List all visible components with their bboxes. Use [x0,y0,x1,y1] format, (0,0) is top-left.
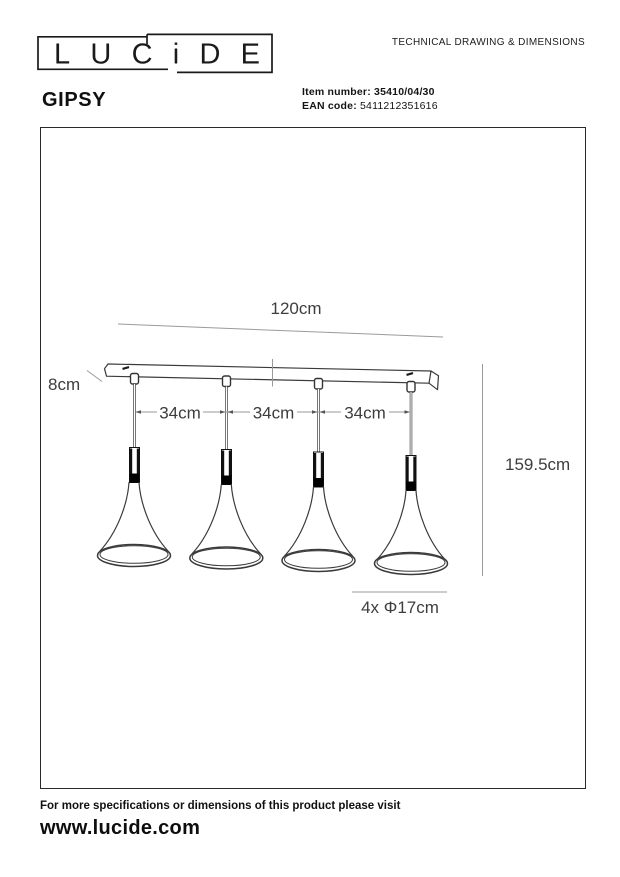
bar-depth-dimension-label: 8cm [48,375,81,394]
cone-shade-1 [98,483,171,567]
lamp-sockets [130,448,417,491]
lucide-logo [0,0,300,90]
ceiling-bar [105,359,439,390]
cone-shade-2 [190,485,263,570]
drop-height-dimension-label: 159.5cm [505,455,571,474]
ean-label: EAN code: [302,99,357,112]
spacing-dimension-label-2: 34cm [252,403,295,423]
logo-wordmark: LUCiDE [54,38,260,71]
item-number-value: 35410/04/30 [374,86,435,98]
bar-screw-left [123,367,130,369]
width-dimension-label: 120cm [270,299,322,318]
item-number-label: Item number: [302,86,371,98]
website-text: www.lucide.com [40,817,201,839]
spacing-dimension-label-3: 34cm [344,403,386,423]
diameter-dimension-label: 4x Φ17cm [361,598,439,617]
item-number-row [302,86,438,100]
ean-row [302,100,438,114]
document-title: TECHNICAL DRAWING & DIMENSIONS [391,37,585,48]
product-identifiers [302,86,438,113]
spacing-dimension-label-1: 34cm [159,403,201,423]
pendant-lamp-technical-drawing [40,127,584,787]
footer-note: For more specifications or dimensions of this product please visit [40,800,401,812]
cone-shade-3 [282,487,355,572]
product-name: GIPSY [42,89,107,111]
cone-shade-4 [375,491,448,575]
bar-screw-right [407,373,414,375]
cone-shades [98,483,448,575]
width-dimension-line [118,324,443,337]
spacing-dimensions [136,404,411,423]
ean-value: 5411212351616 [360,99,438,112]
bar-depth-leader-line [87,371,102,382]
